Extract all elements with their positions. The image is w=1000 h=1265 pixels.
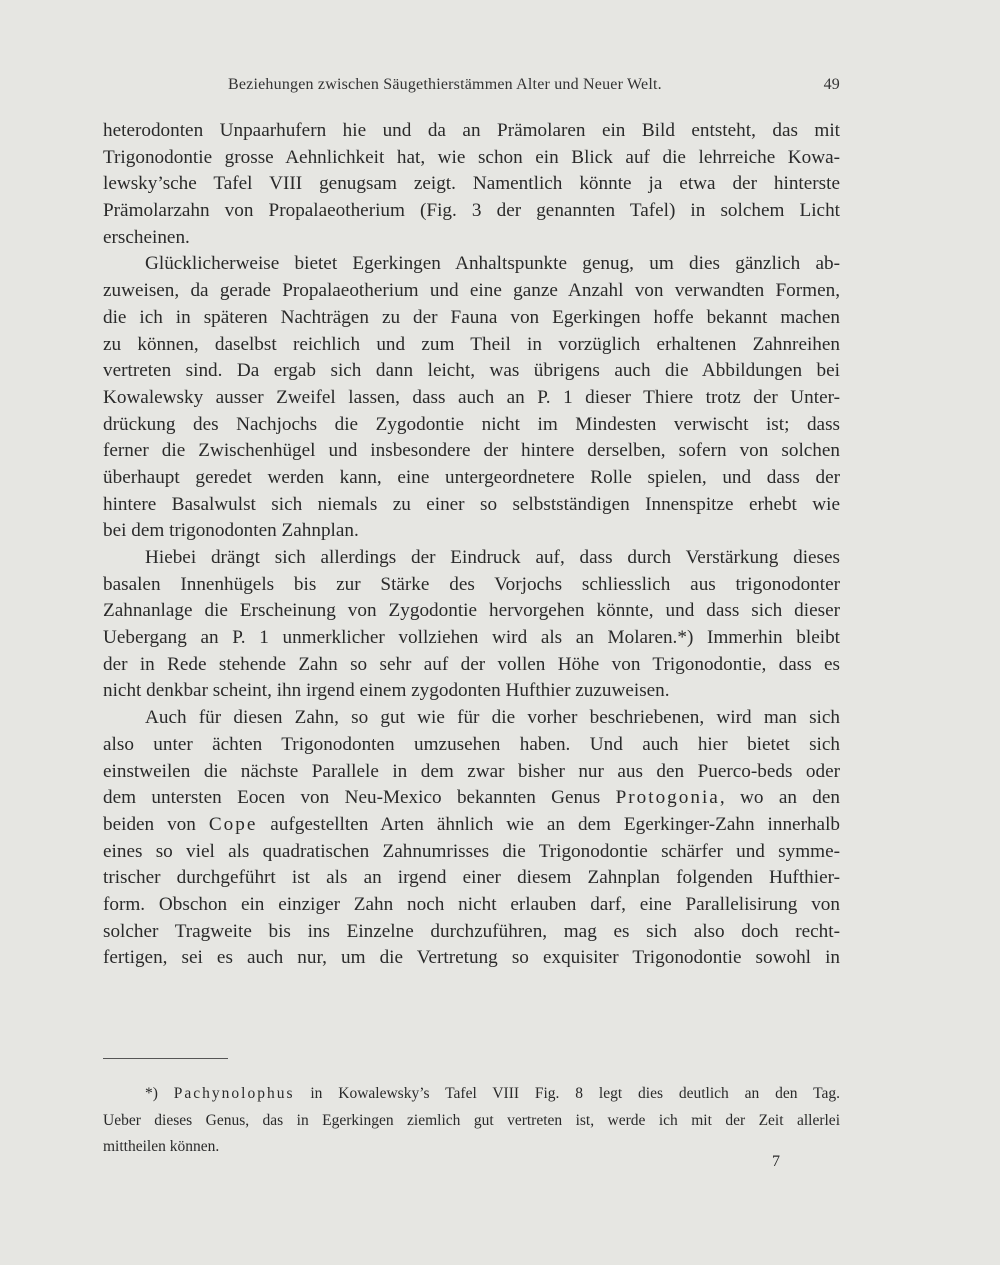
body-text	[103, 118, 840, 972]
body-line: die ich in späteren Nachträgen zu der Fauna von Egerkingen hoffe bekannt machen	[103, 306, 840, 328]
body-line: Trigonodontie grosse Aehnlichkeit hat, wie schon ein Blick auf die lehrreiche Kowa-	[103, 146, 840, 168]
body-line: also unter ächten Trigonodonten umzusehen haben. Und auch hier bietet sich	[103, 733, 840, 755]
footnote-line: Ueber dieses Genus, das in Egerkingen ziemlich gut vertreten ist, werde ich mit der Zeit allerlei	[103, 1111, 840, 1129]
body-line: Auch für diesen Zahn, so gut wie für die vorher beschriebenen, wird man sich	[145, 707, 840, 729]
body-line: heterodonten Unpaarhufern hie und da an Prämolaren ein Bild entsteht, das mit	[103, 120, 840, 141]
body-line: eines so viel als quadratischen Zahnumrisses die Trigonodontie schärfer und symme-	[103, 840, 840, 862]
body-line: nicht denkbar scheint, ihn irgend einem zygodonten Hufthier zuzuweisen.	[103, 680, 670, 702]
footnote-line: *) Pachynolophus in Kowalewsky’s Tafel VIII Fig. 8 legt dies deutlich an den Tag.	[145, 1085, 840, 1102]
body-line: drückung des Nachjochs die Zygodontie nicht im Mindesten verwischt ist; dass	[103, 413, 840, 435]
body-line: beiden von Cope aufgestellten Arten ähnlich wie an dem Egerkinger-Zahn innerhalb	[103, 813, 840, 835]
body-line: überhaupt geredet werden kann, eine untergeordnetere Rolle spielen, und dass der	[103, 466, 840, 488]
body-line: Uebergang an P. 1 unmerklicher vollziehen wird als an Molaren.*) Immerhin bleibt	[103, 627, 840, 649]
body-line: lewsky’sche Tafel VIII genugsam zeigt. Namentlich könnte ja etwa der hinterste	[103, 173, 840, 195]
spaced-name: Protogonia	[615, 787, 720, 809]
body-line: zuweisen, da gerade Propalaeotherium und eine ganze Anzahl von verwandten Formen,	[103, 280, 840, 302]
body-line: zu können, daselbst reichlich und zum Theil in vorzüglich erhaltenen Zahnreihen	[103, 333, 840, 355]
page-number: 49	[823, 76, 840, 93]
body-line: bei dem trigonodonten Zahnplan.	[103, 520, 359, 542]
signature-mark: 7	[772, 1153, 780, 1170]
footnote-line: mittheilen können.	[103, 1138, 220, 1156]
body-line: vertreten sind. Da ergab sich dann leicht, was übrigens auch die Abbildungen bei	[103, 360, 840, 382]
body-line: Prämolarzahn von Propalaeotherium (Fig. 3 der genannten Tafel) in solchem Licht	[103, 200, 840, 222]
body-line: dem untersten Eocen von Neu-Mexico bekannten Genus Protogonia, wo an den	[103, 787, 841, 809]
body-line: einstweilen die nächste Parallele in dem zwar bisher nur aus den Puerco-beds oder	[103, 760, 840, 782]
body-line: Kowalewsky ausser Zweifel lassen, dass auch an P. 1 dieser Thiere trotz der Unter-	[103, 386, 840, 408]
body-line: solcher Tragweite bis ins Einzelne durchzuführen, mag es sich also doch recht-	[103, 920, 840, 942]
body-line: trischer durchgeführt ist als an irgend einer diesem Zahnplan folgenden Hufthier-	[103, 867, 840, 889]
body-line: erscheinen.	[103, 226, 190, 248]
footnote-rule	[103, 1058, 228, 1059]
running-head-title: Beziehungen zwischen Säugethierstämmen Alter und Neuer Welt.	[228, 76, 662, 93]
body-line: Glücklicherweise bietet Egerkingen Anhaltspunkte genug, um dies gänzlich ab-	[145, 253, 840, 275]
body-line: fertigen, sei es auch nur, um die Vertretung so exquisiter Trigonodontie sowohl in	[103, 947, 840, 969]
body-line: form. Obschon ein einziger Zahn noch nicht erlauben darf, eine Parallelisirung von	[103, 893, 840, 915]
body-line: Hiebei drängt sich allerdings der Eindruck auf, dass durch Verstärkung dieses	[145, 547, 840, 568]
body-line: der in Rede stehende Zahn so sehr auf der vollen Höhe von Trigonodontie, dass es	[103, 653, 840, 675]
spaced-name: Cope	[208, 813, 258, 835]
body-line: ferner die Zwischenhügel und insbesondere der hintere derselben, sofern von solchen	[103, 440, 840, 462]
body-line: basalen Innenhügels bis zur Stärke des Vorjochs schliesslich aus trigonodonter	[103, 573, 840, 595]
footnotes	[103, 1083, 840, 1163]
spaced-name: Pachynolophus	[173, 1085, 295, 1102]
body-line: Zahnanlage die Erscheinung von Zygodontie hervorgehen könnte, und dass sich dieser	[103, 600, 840, 622]
body-line: hintere Basalwulst sich niemals zu einer so selbstständigen Innenspitze erhebt wie	[103, 493, 840, 515]
